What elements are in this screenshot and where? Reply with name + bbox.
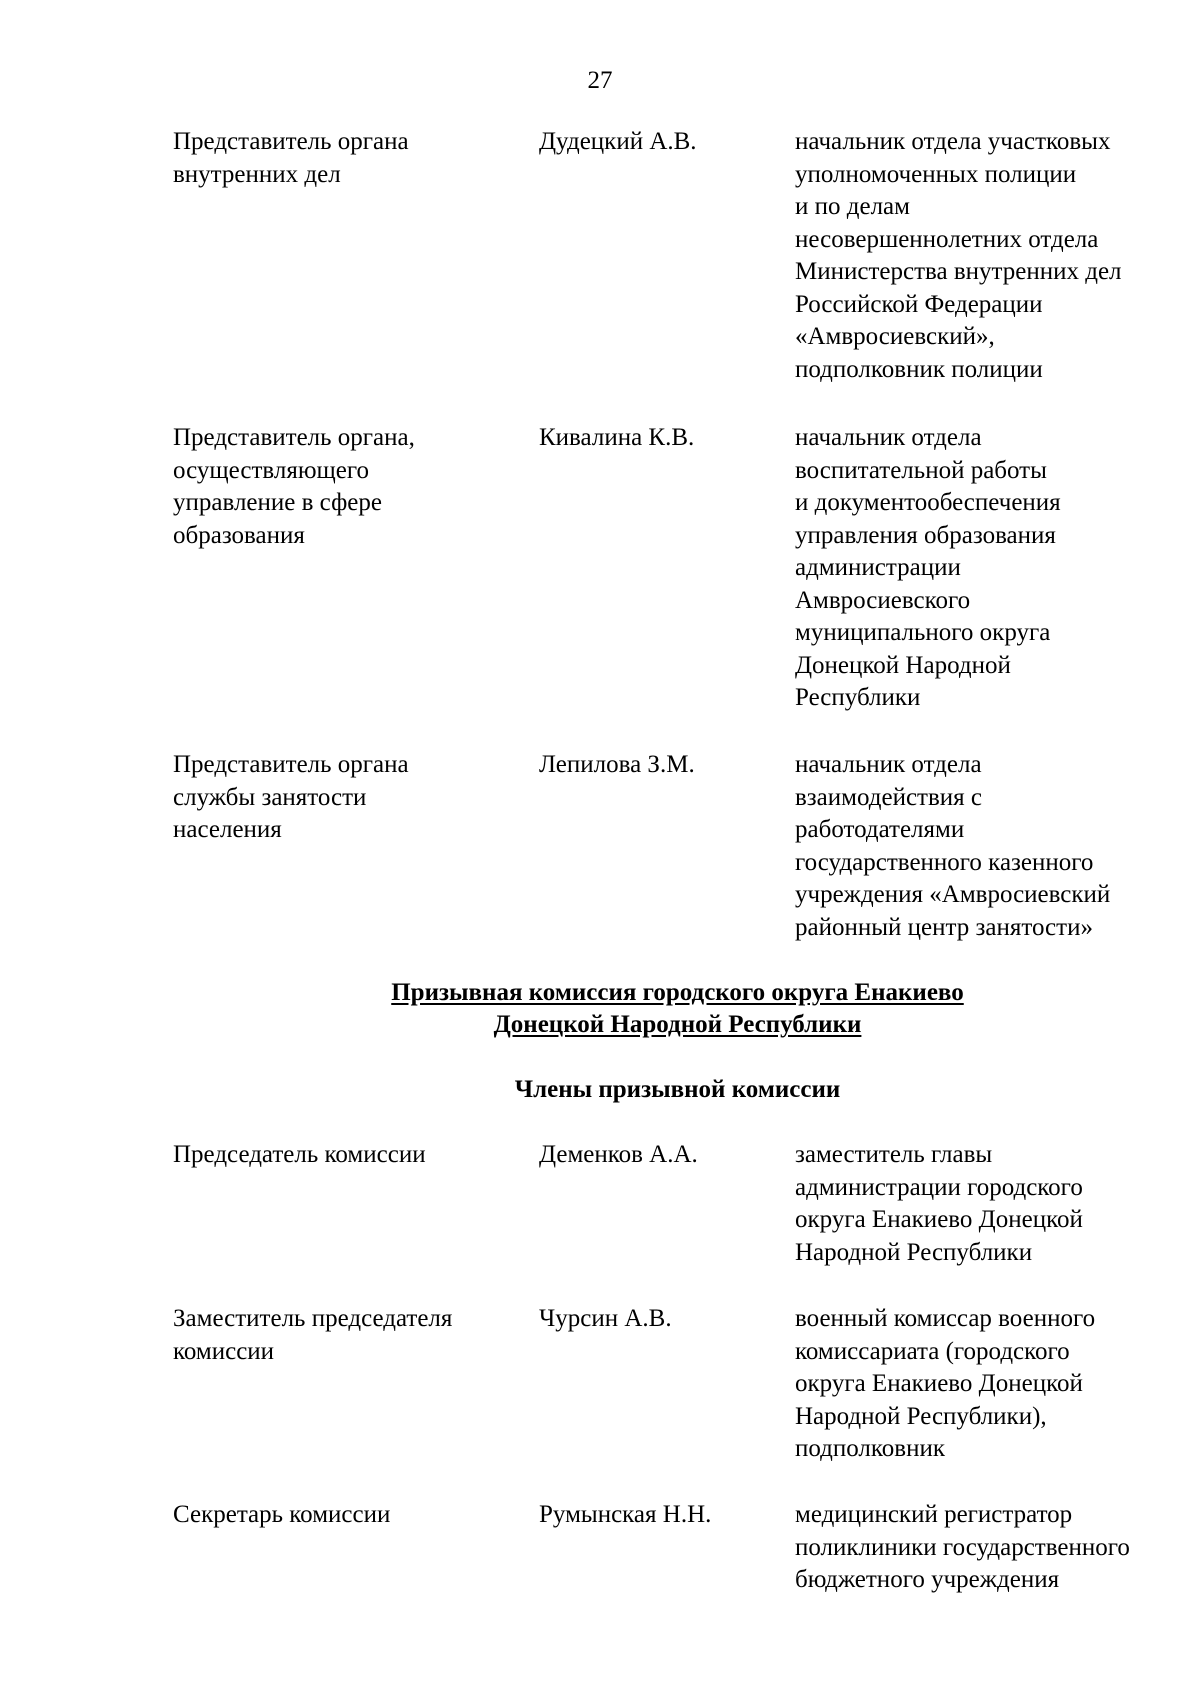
section-title-line: Призывная комиссия городского округа Енакиево (391, 979, 964, 1006)
member-name: Чурсин А.В. (539, 1305, 672, 1332)
member-position (795, 749, 1110, 944)
member-position-line: районный центр занятости» (795, 913, 1093, 941)
member-position-line: бюджетного учреждения (795, 1566, 1060, 1593)
member-position-line: Министерства внутренних дел (795, 258, 1122, 285)
member-position-line: «Амвросиевский», (795, 323, 995, 350)
member-position-line: начальник отдела участковых (795, 128, 1111, 155)
member-position (795, 1303, 1095, 1466)
section-subtitle: Члены призывной комиссии (514, 1076, 841, 1103)
member-position-line: округа Енакиево Донецкой (795, 1370, 1083, 1397)
member-role-line: внутренних дел (173, 160, 341, 188)
member-position-line: работодателями (795, 816, 965, 843)
section-title-line: Донецкой Народной Республики (493, 1011, 862, 1038)
member-position-line: Амвросиевского (795, 586, 971, 614)
member-role-line: Председатель комиссии (173, 1141, 426, 1168)
member-role-line: Представитель органа (173, 128, 409, 155)
member-position-line: взаимодействия с (795, 783, 982, 811)
member-position-line: муниципального округа (795, 619, 1051, 646)
member-position-line: Народной Республики (795, 1238, 1033, 1266)
member-position-line: управления образования (795, 521, 1056, 549)
member-position-line: поликлиники государственного (795, 1533, 1130, 1561)
member-role (173, 749, 409, 847)
member-position-line: Народной Республики), (795, 1402, 1047, 1430)
member-position-line: государственного казенного (795, 848, 1094, 876)
member-position-line: военный комиссар военного (795, 1305, 1096, 1332)
member-role-line: населения (173, 816, 282, 843)
member-role-line: комиссии (173, 1337, 275, 1365)
member-name: Кивалина К.В. (539, 424, 695, 451)
member-position-line: администрации городского (795, 1173, 1083, 1201)
page-number: 27 (587, 67, 613, 94)
member-role-line: Заместитель председателя (173, 1305, 453, 1332)
member-position-line: округа Енакиево Донецкой (795, 1206, 1083, 1233)
member-position-line: воспитательной работы (795, 456, 1047, 484)
member-role-line: службы занятости (173, 783, 367, 811)
member-position-line: начальник отдела (795, 424, 982, 451)
member-position-line: уполномоченных полиции (795, 160, 1077, 188)
member-position-line: и документообеспечения (795, 489, 1061, 516)
member-position (795, 126, 1122, 386)
member-name: Дудецкий А.В. (539, 128, 697, 155)
member-position-line: заместитель главы (795, 1141, 993, 1168)
member-role-line: осуществляющего (173, 456, 369, 484)
member-position (795, 1139, 1083, 1269)
member-position-line: и по делам (795, 193, 910, 220)
member-position-line: Российской Федерации (795, 290, 1043, 318)
member-position (795, 1499, 1130, 1597)
member-position-line: учреждения «Амвросиевский (795, 881, 1111, 908)
member-position (795, 422, 1061, 715)
member-position-line: Республики (795, 684, 921, 711)
member-role (173, 422, 415, 552)
member-position-line: комиссариата (городского (795, 1337, 1070, 1365)
member-name: Лепилова З.М. (539, 751, 695, 778)
section-title (0, 977, 1200, 1041)
member-role (173, 1303, 452, 1368)
member-role-line: Представитель органа (173, 751, 409, 778)
member-position-line: подполковник полиции (795, 355, 1043, 383)
member-position-line: начальник отдела (795, 751, 982, 778)
member-role-line: Представитель органа, (173, 424, 415, 451)
member-role (173, 126, 409, 191)
member-position-line: несовершеннолетних отдела (795, 225, 1099, 253)
member-position-line: подполковник (795, 1435, 945, 1462)
member-name: Румынская Н.Н. (539, 1501, 712, 1528)
member-role-line: управление в сфере (173, 489, 382, 516)
member-position-line: медицинский регистратор (795, 1501, 1073, 1528)
member-role (173, 1139, 426, 1172)
member-role-line: Секретарь комиссии (173, 1501, 391, 1528)
member-role (173, 1499, 390, 1532)
member-role-line: образования (173, 521, 305, 549)
member-position-line: Донецкой Народной (795, 651, 1011, 679)
member-position-line: администрации (795, 554, 961, 581)
member-name: Деменков А.А. (539, 1141, 698, 1168)
